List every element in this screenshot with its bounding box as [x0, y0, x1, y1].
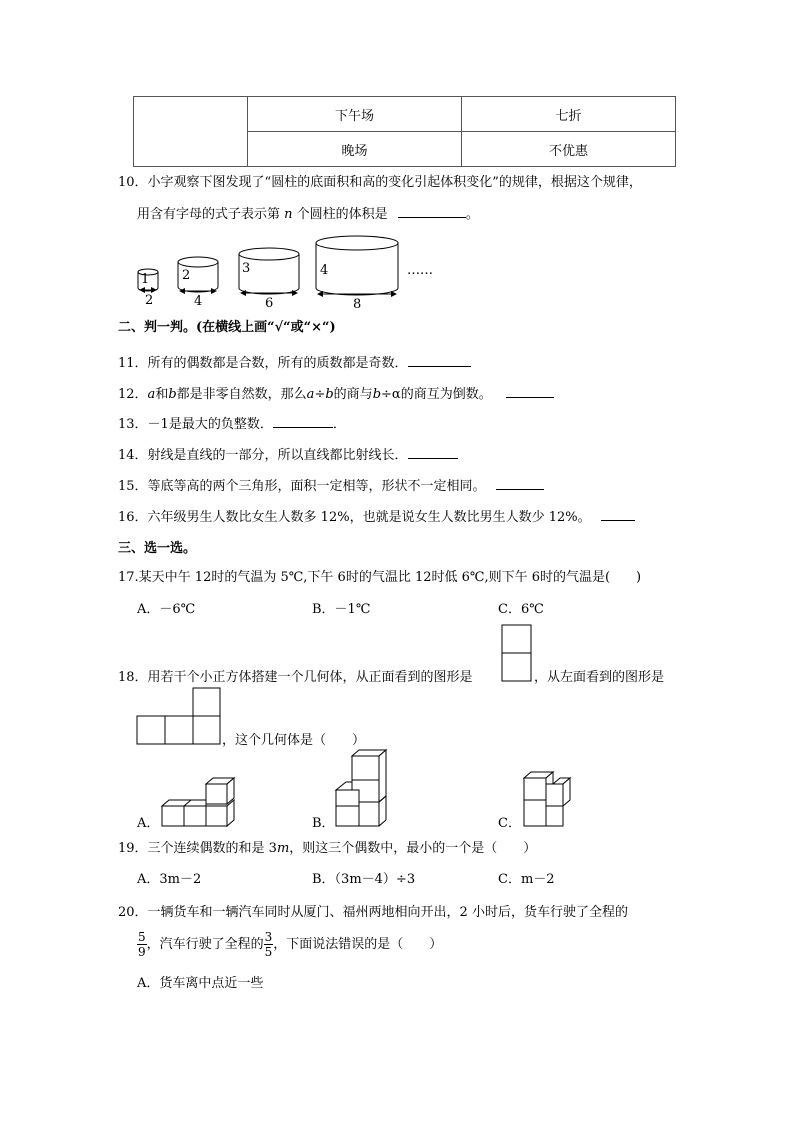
- q10-line1: 10．小字观察下图发现了“圆柱的底面积和高的变化引起体积变化”的规律，根据这个规律，: [118, 175, 642, 190]
- answer-blank[interactable]: [408, 446, 458, 459]
- option-c-solid: [520, 770, 574, 830]
- q15: 15．等底等高的两个三角形，面积一定相等，形状不一定相同。: [118, 477, 544, 495]
- q18-line2: ，这个几何体是（ ）: [222, 733, 366, 748]
- q18-option-b[interactable]: B．: [312, 816, 335, 831]
- q17: 17.某天中午 12时的气温为 5℃,下午 6时的气温比 12时低 6℃,则下午 6时的气温是( ): [118, 570, 642, 585]
- fraction: $\frac{5}{9}$: [138, 930, 146, 959]
- section-2-title: 二、判一判。(在横线上画“√“或“×“): [118, 320, 336, 335]
- discount-cell: 七折: [462, 97, 676, 132]
- q19-option-b[interactable]: B．（3m－4）÷3: [312, 872, 416, 887]
- cylinders-figure: [132, 232, 452, 312]
- answer-blank[interactable]: [398, 205, 466, 218]
- option-a-solid: [160, 776, 236, 830]
- q18-line1: 18．用若干个小正方体搭建一个几何体，从正面看到的图形是: [118, 670, 473, 685]
- cylinder-width: 2: [145, 293, 154, 308]
- q18-option-a[interactable]: A．: [137, 816, 160, 831]
- answer-blank[interactable]: [496, 477, 544, 490]
- table-empty-cell: [134, 97, 248, 167]
- q19-option-c[interactable]: C．m－2: [498, 872, 555, 887]
- cylinder-label: 4: [320, 263, 329, 278]
- q17-option-b[interactable]: B．－1℃: [312, 602, 371, 617]
- section-3-title: 三、选一选。: [118, 541, 197, 556]
- answer-blank[interactable]: [408, 354, 471, 367]
- q13: 13．－1是最大的负整数． ．: [118, 417, 346, 432]
- q20-line1: 20．一辆货车和一辆汽车同时从厦门、福州两地相向开出，2 小时后，货车行驶了全程的: [118, 905, 628, 920]
- session-cell: 晚场: [248, 132, 462, 167]
- cylinder-width: 6: [265, 296, 274, 311]
- table-row: [134, 97, 676, 132]
- q17-option-a[interactable]: A．－6℃: [137, 602, 196, 617]
- cylinder-label: 3: [242, 261, 251, 276]
- q16: 16．六年级男生人数比女生人数多 12%，也就是说女生人数比男生人数少 12%。: [118, 508, 635, 526]
- option-b-solid: [334, 748, 390, 830]
- answer-blank[interactable]: [506, 385, 554, 398]
- q18-line1b: ，从左面看到的图形是: [534, 670, 665, 685]
- q17-option-c[interactable]: C．6℃: [498, 602, 544, 617]
- ellipsis: ……: [407, 263, 433, 278]
- cylinder-label: 1: [141, 272, 150, 287]
- fraction: $\frac{3}{5}$: [264, 930, 273, 959]
- q10-line2: 用含有字母的式子表示第 n 个圆柱的体积是 。: [137, 207, 479, 222]
- front-view-figure: [501, 624, 533, 684]
- q12: 12．a和b都是非零自然数，那么a÷b的商与b÷α的商互为倒数。: [118, 385, 554, 403]
- session-cell: 下午场: [248, 97, 462, 132]
- answer-blank[interactable]: [601, 508, 635, 521]
- q18-option-c[interactable]: C．: [498, 816, 521, 831]
- q14: 14．射线是直线的一部分，所以直线都比射线长．: [118, 446, 458, 464]
- left-view-figure: [136, 686, 222, 746]
- answer-blank[interactable]: [273, 415, 333, 428]
- q20-option-a[interactable]: A．货车离中点近一些: [137, 976, 264, 991]
- q11: 11．所有的偶数都是合数，所有的质数都是奇数．: [118, 354, 471, 372]
- cylinder-4: [316, 236, 398, 295]
- cylinder-width: 8: [353, 297, 362, 312]
- q20-line2: $\frac{5}{9}$ ，汽车行驶了全程的 $\frac{3}{5}$ ，下面说法错误的是（ ）: [138, 930, 443, 959]
- q19-option-a[interactable]: A．3m－2: [137, 872, 202, 887]
- discount-cell: 不优惠: [462, 132, 676, 167]
- cylinder-width: 4: [194, 294, 203, 309]
- q19: 19．三个连续偶数的和是 3m，则这三个偶数中，最小的一个是（ ）: [118, 841, 537, 856]
- price-table: [133, 96, 676, 167]
- cylinder-label: 2: [182, 268, 191, 283]
